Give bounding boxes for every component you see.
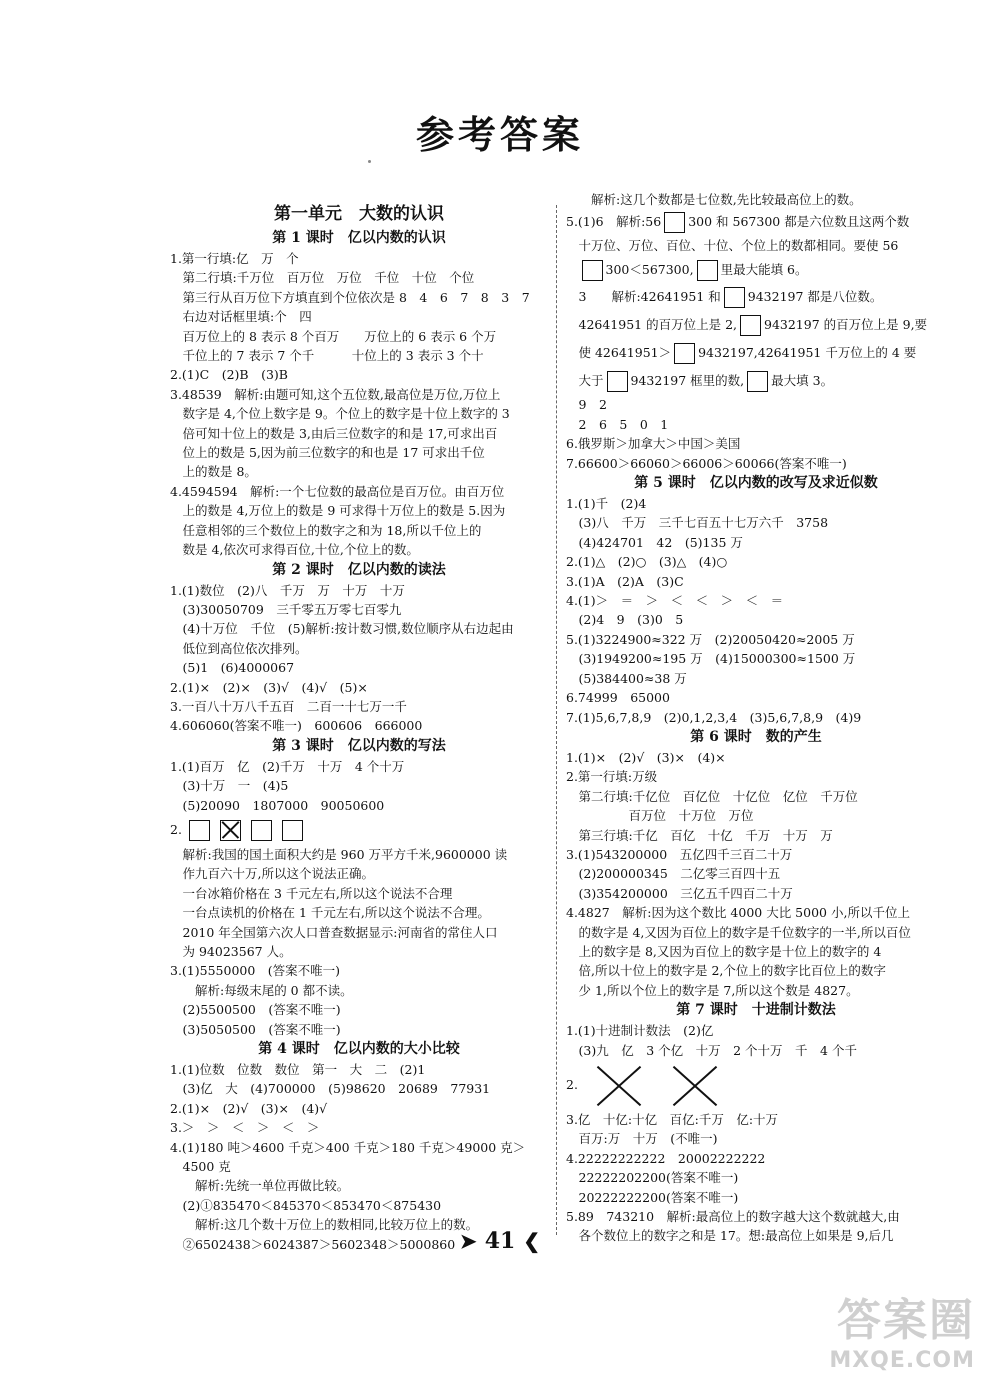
answer-text: 5.(1)6 解析:56 [566, 214, 662, 230]
answer-line: 十万位、万位、百位、十位、个位上的数都相同。要使 56 [566, 238, 899, 254]
answer-line: 百万位 十万位 万位 [566, 808, 754, 824]
answer-line: (3)354200000 三亿五千四百二十万 [566, 885, 793, 901]
answer-line: 一台冰箱价格在 3 千元左右,所以这个说法不合理 [170, 885, 453, 901]
answer-line: (3)30050709 三千零五万零七百零九 [170, 601, 402, 617]
matching-lines-icon [672, 1066, 716, 1106]
answer-text: 最大填 3。 [771, 373, 834, 389]
lesson-3-answers-cont [170, 845, 548, 1039]
empty-box-icon [282, 820, 303, 841]
answer-line: 少 1,所以个位上的数字是 7,所以这个数是 4827。 [566, 982, 859, 998]
answer-line: 百万:万 十万 (不唯一) [566, 1131, 718, 1147]
answer-line: 4.4827 解析:因为这个数比 4000 大比 5000 小,所以千位上 [566, 905, 910, 921]
answer-line: 倍,所以十位上的数字是 2,个位上的数字比百位上的数字 [566, 963, 886, 979]
answer-line [566, 257, 946, 283]
empty-box-icon [697, 260, 718, 281]
answer-line: (4)424701 42 (5)135 万 [566, 534, 743, 550]
watermark-url: MXQE.COM [829, 1348, 975, 1373]
answers-6-7 [566, 434, 946, 473]
lesson-heading: 第 3 课时 亿以内数的写法 [272, 737, 446, 754]
answer-line: 2 6 5 0 1 [566, 416, 669, 432]
answer-line: (3)亿 大 (4)700000 (5)98620 20689 77931 [170, 1081, 491, 1097]
answer-line: 3.(1)543200000 五亿四千三百二十万 [566, 846, 793, 862]
answer-line: 4.606060(答案不唯一) 600606 666000 [170, 718, 423, 734]
answer-line: 千位上的 7 表示 7 个千 十位上的 3 表示 3 个十 [170, 348, 484, 364]
answer-line: 数是 4,依次可求得百位,十位,个位上的数。 [170, 542, 419, 558]
answer-line: (3)十万 一 (4)5 [170, 778, 289, 794]
answer-line: (3)5050500 (答案不唯一) [170, 1021, 341, 1037]
answer-line [566, 209, 946, 235]
answer-text: 300＜567300, [605, 262, 694, 278]
answer-line: 数字是 4,个位上数字是 9。个位上的数字是十位上数字的 3 [170, 406, 510, 422]
answer-text: 3 解析:42641951 和 [566, 289, 721, 305]
answer-line: 百万位上的 8 表示 8 个百万 万位上的 6 表示 6 个万 [170, 328, 497, 344]
answer-line: 为 94023567 人。 [170, 944, 292, 959]
answer-line [566, 339, 946, 367]
answer-line: 第三行填:千亿 百亿 十亿 千万 十万 万 [566, 827, 833, 843]
empty-box-icon [740, 315, 761, 336]
answer-line: (3)八 千万 三千七百五十七万六千 3758 [566, 515, 829, 531]
answer-line: 解析:每级末尾的 0 都不读。 [170, 982, 353, 998]
answer-line: 各个数位上的数字之和是 17。想:最高位上如果是 9,后几 [566, 1228, 894, 1244]
answer-line: 右边对话框里填:个 四 [170, 309, 312, 325]
empty-box-icon [189, 820, 210, 841]
box-answer-row [170, 815, 548, 845]
empty-box-icon [664, 212, 685, 233]
answer-line: 5.89 743210 解析:最高位上的数字越大这个数就越大,由 [566, 1209, 900, 1225]
answer-line: 倍可知十位上的数是 3,由后三位数字的和是 17,可求出百 [170, 425, 498, 441]
answer-line: 6.74999 65000 [566, 690, 670, 706]
answer-line: 任意相邻的三个数位上的数字之和为 18,所以千位上的 [170, 522, 482, 538]
empty-box-icon [724, 287, 745, 308]
answer-line: 5.(1)3224900≈322 万 (2)20050420≈2005 万 [566, 631, 855, 647]
answer-line: 22222202200(答案不唯一) [566, 1170, 739, 1186]
lesson-heading: 第 4 课时 亿以内数的大小比较 [258, 1041, 460, 1058]
answer-text: 9432197,42641951 千万位上的 4 要 [698, 345, 917, 361]
answer-line: 3.亿 十亿:十亿 百亿:千万 亿:十万 [566, 1112, 779, 1127]
answer-line: 一台点读机的价格在 1 千元左右,所以这个说法不合理。 [170, 905, 490, 921]
answer-line: 作九百六十万,所以这个说法正确。 [170, 866, 374, 882]
empty-box-icon [607, 371, 628, 392]
watermark [805, 1284, 975, 1379]
lesson-6-answers [566, 748, 946, 1000]
answer-line: (4)十万位 千位 (5)解析:按计数习惯,数位顺序从右边起由 [170, 621, 514, 637]
page-title: 参考答案 [415, 112, 584, 157]
answer-line: 上的数是 4,万位上的数是 9 可求得十万位上的数是 5.因为 [170, 503, 506, 519]
answer-line: 2.(1)× (2)× (3)√ (4)√ (5)× [170, 679, 368, 695]
left-column [170, 200, 548, 1254]
answer-line: 7.66600＞66060＞66006＞60066(答案不唯一) [566, 455, 847, 471]
answer-line: 第二行填:千万位 百万位 万位 千位 十位 个位 [170, 270, 475, 286]
page-number [0, 1228, 1000, 1254]
answer-line: 3.48539 解析:由题可知,这个五位数,最高位是万位,万位上 [170, 386, 501, 402]
right-column [566, 190, 946, 1246]
answer-line: 3.(1)5550000 (答案不唯一) [170, 963, 341, 979]
answer-line: 1.(1)数位 (2)八 千万 万 十万 十万 [170, 582, 405, 598]
lesson-heading: 第 1 课时 亿以内数的认识 [272, 230, 446, 246]
answer-line: 位上的数是 5,因为前三位数字的和也是 17 可求出千位 [170, 445, 485, 461]
empty-box-icon [674, 343, 695, 364]
answer-line: 4.(1)180 吨＞4600 千克＞400 千克＞180 千克＞49000 克＞ [170, 1139, 526, 1155]
arrow-right-icon: ➤ [459, 1229, 477, 1253]
watermark-logo: 答案圈 [837, 1295, 975, 1346]
lesson-2-answers [170, 581, 548, 736]
answer-line: 第二行填:千亿位 百亿位 十亿位 亿位 千万位 [566, 788, 858, 804]
empty-box-icon [582, 260, 603, 281]
answer-line: (3)1949200≈195 万 (4)15000300≈1500 万 [566, 651, 856, 667]
answer-line: 解析:先统一单位再做比较。 [170, 1178, 350, 1194]
answer-line: ②6502438＞6024387＞5602348＞5000860 [170, 1236, 456, 1252]
answer-line: 7.(1)5,6,7,8,9 (2)0,1,2,3,4 (3)5,6,7,8,9 (4)9 [566, 709, 862, 725]
decorative-dot [368, 160, 371, 163]
answer-line: 1.(1)百万 亿 (2)千万 十万 4 个十万 [170, 758, 405, 774]
answer-line [566, 367, 946, 395]
answer-line [566, 311, 946, 339]
answer-line: 2.(1)△ (2)○ (3)△ (4)○ [566, 554, 728, 570]
answer-line [566, 283, 946, 311]
answer-line: (2)5500500 (答案不唯一) [170, 1002, 341, 1018]
lesson-heading: 第 2 课时 亿以内数的读法 [272, 561, 446, 578]
lesson-7-answers [566, 1021, 946, 1060]
answer-line: 4.4594594 解析:一个七位数的最高位是百万位。由百万位 [170, 483, 505, 499]
arrow-left-icon: ❮ [523, 1229, 541, 1253]
answer-line: (5)384400≈38 万 [566, 670, 687, 686]
answer-line: 1.(1)千 (2)4 [566, 496, 647, 512]
lesson-1-answers [170, 249, 548, 560]
answer-line: 上的数是 8。 [170, 464, 257, 480]
cross-box-icon [220, 820, 241, 841]
answer-line: 4500 克 [170, 1159, 231, 1175]
lesson-heading: 第 5 课时 亿以内数的改写及求近似数 [634, 475, 878, 492]
answer-line: 低位到高位依次排列。 [170, 640, 308, 656]
answer-text: 42641951 的百万位上是 2, [566, 317, 737, 333]
matching-lines-icon [596, 1066, 640, 1106]
question-number: 2. [170, 821, 182, 837]
answer-line: 1.(1)位数 位数 数位 第一 大 二 (2)1 [170, 1062, 426, 1078]
lesson-heading: 第 7 课时 十进制计数法 [676, 1002, 836, 1019]
answer-line: 3.一百八十万八千五百 二百一十七万一千 [170, 698, 407, 714]
answer-text: 大于 [566, 373, 604, 389]
answer-line: 1.第一行填:亿 万 个 [170, 251, 299, 266]
answer-line: 2010 年全国第六次人口普查数据显示:河南省的常住人口 [170, 924, 498, 940]
answer-line: 的数字是 4,又因为百位上的数字是千位数字的一半,所以百位 [566, 924, 911, 940]
answer-line: 解析:这几个数都是七位数,先比较最高位上的数。 [566, 192, 862, 207]
answer-text: 里最大能填 6。 [720, 262, 808, 278]
answer-text: 9432197 都是八位数。 [747, 289, 883, 305]
answer-line: 20222222200(答案不唯一) [566, 1189, 739, 1205]
answer-text: 使 42641951＞ [566, 345, 672, 361]
empty-box-icon [747, 371, 768, 392]
answer-line: 3.＞ ＞ ＜ ＞ ＜ ＞ [170, 1120, 320, 1136]
question-number: 2. [566, 1077, 578, 1092]
lesson-4-answers [170, 1060, 548, 1254]
answer-line: 4.(1)＞ ＝ ＞ ＜ ＜ ＞ ＜ ＝ [566, 593, 784, 609]
answer-line: 2.第一行填:万级 [566, 769, 658, 785]
answer-line: 6.俄罗斯＞加拿大＞中国＞美国 [566, 436, 741, 452]
answer-line: 解析:我国的国土面积大约是 960 万平方千米,9600000 读 [170, 846, 508, 862]
matching-answer-row [566, 1060, 946, 1110]
answer-line: (2)①835470＜845370＜853470＜875430 [170, 1197, 442, 1213]
answer-line: 2.(1)C (2)B (3)B [170, 367, 288, 383]
answer-line: (5)20090 1807000 90050600 [170, 797, 385, 813]
page-number-text: 41 [484, 1228, 516, 1254]
answer-line: 解析:这几个数十万位上的数相同,比较万位上的数。 [170, 1217, 479, 1233]
lesson-heading: 第 6 课时 数的产生 [690, 728, 822, 745]
lesson-5-answers [566, 494, 946, 727]
column-divider [556, 205, 557, 1235]
answer-line: 1.(1)× (2)√ (3)× (4)× [566, 749, 726, 765]
answer-text: 9432197 框里的数, [630, 373, 745, 389]
answer-line: (2)200000345 二亿零三百四十五 [566, 866, 781, 882]
lesson-3-answers [170, 757, 548, 815]
answer-text: 9432197 的百万位上是 9,要 [764, 317, 928, 333]
answer-line: 2.(1)× (2)√ (3)× (4)√ [170, 1100, 328, 1116]
answer-line: 上的数字是 8,又因为百位上的数字是十位上的数字的 4 [566, 943, 882, 959]
lesson-7-answers-cont [566, 1110, 946, 1246]
answer-line: (3)九 亿 3 个亿 十万 2 个十万 千 4 个千 [566, 1042, 857, 1058]
answer-line: 4.22222222222 20002222222 [566, 1150, 766, 1166]
answer-line: 第三行从百万位下方填直到个位依次是 8 4 6 7 8 3 7 [170, 289, 530, 305]
continued-answers [566, 190, 946, 209]
answer-line: 1.(1)十进制计数法 (2)亿 [566, 1023, 714, 1039]
answer-line: 3.(1)A (2)A (3)C [566, 573, 684, 589]
unit-heading: 第一单元 大数的认识 [274, 204, 444, 224]
answer-line: (2)4 9 (3)0 5 [566, 612, 684, 628]
answer-line: (5)1 (6)4000067 [170, 660, 295, 676]
answer-text: 300 和 567300 都是六位数且这两个数 [688, 214, 910, 230]
answer-line: 9 2 [566, 397, 607, 413]
empty-box-icon [251, 820, 272, 841]
